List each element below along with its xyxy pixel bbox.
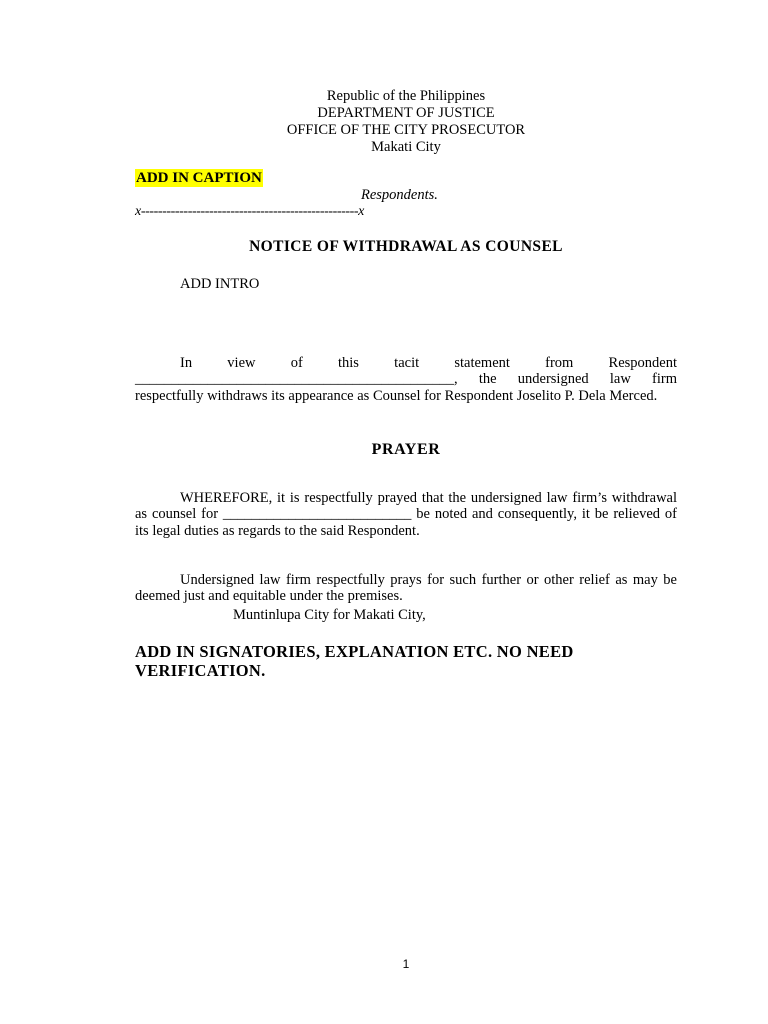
caption-separator: x---------------------------------------------------x <box>135 204 364 219</box>
body-paragraph <box>135 355 677 405</box>
body-paragraph-text: In view of this tacit statement from Respondent ____________________________________________, the undersigned law firm respectfully withdraws its appearance as Counsel for Respondent Joselito P. Dela Merced. <box>135 354 677 405</box>
prayer-paragraph-2 <box>135 572 677 606</box>
header-department: DEPARTMENT OF JUSTICE <box>317 105 495 121</box>
caption-placeholder: ADD IN CAPTION <box>136 170 262 186</box>
page-number: 1 <box>402 957 410 971</box>
header-republic: Republic of the Philippines <box>326 88 486 104</box>
header-city: Makati City <box>371 139 441 155</box>
respondents-label: Respondents. <box>361 187 438 203</box>
prayer-heading: PRAYER <box>371 441 441 458</box>
header-office: OFFICE OF THE CITY PROSECUTOR <box>286 122 526 138</box>
venue-line: Muntinlupa City for Makati City, <box>233 607 426 623</box>
signatories-note: ADD IN SIGNATORIES, EXPLANATION ETC. NO NEED VERIFICATION. <box>135 642 574 680</box>
document-title: NOTICE OF WITHDRAWAL AS COUNSEL <box>249 238 563 255</box>
prayer-paragraph-2-text: Undersigned law firm respectfully prays for such further or other relief as may be deemed just and equitable under the premises. <box>135 571 677 605</box>
prayer-paragraph-1 <box>135 490 677 540</box>
prayer-paragraph-1-text: WHEREFORE, it is respectfully prayed that the undersigned law firm’s withdrawal as counsel for __________________________ be noted and consequently, it be relieved of its legal duties as regards to the said Respondent. <box>135 489 677 540</box>
intro-placeholder: ADD INTRO <box>180 276 260 292</box>
